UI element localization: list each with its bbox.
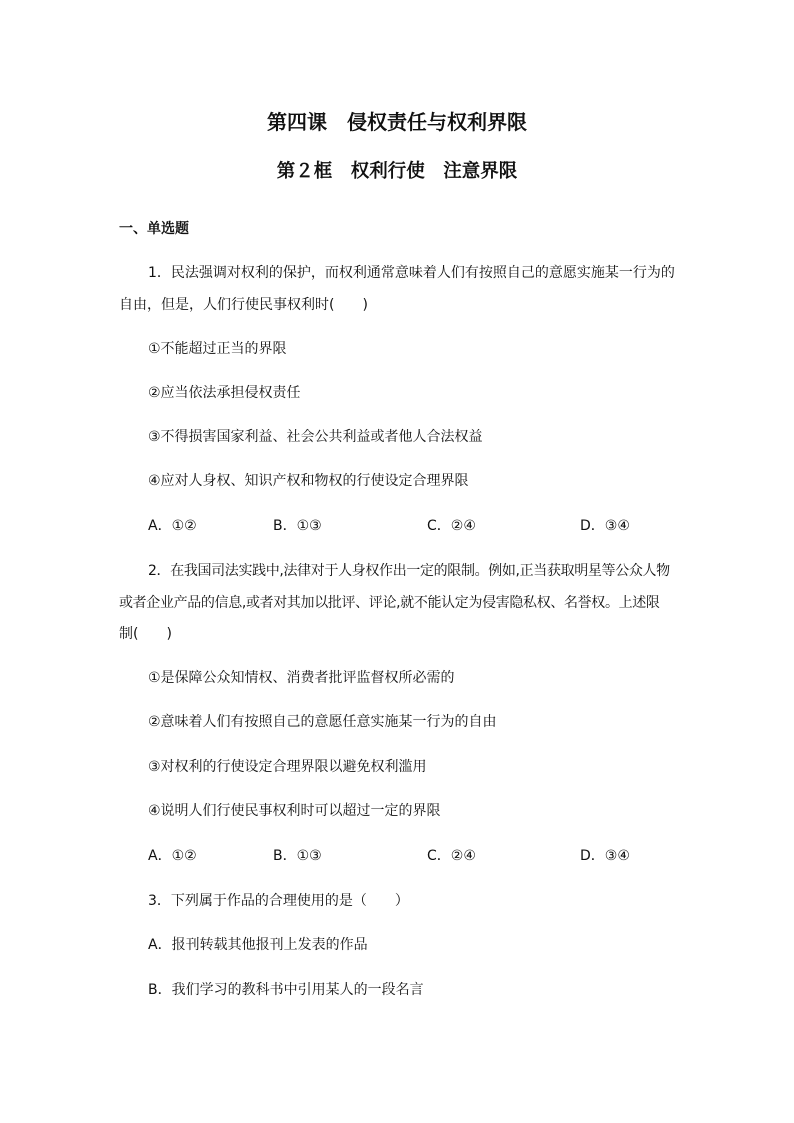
q1-option-d[interactable]: D．③④ [580,518,630,534]
q1-item-1: ①不能超过正当的界限 [148,341,287,357]
q3-stem: 3．下列属于作品的合理使用的是（ ） [148,893,409,909]
q1-item-2: ②应当依法承担侵权责任 [148,385,301,401]
q2-options [148,846,708,866]
section-title: 第２框 权利行使 注意界限 [276,161,518,182]
q3-option-a[interactable]: A．报刊转载其他报刊上发表的作品 [148,937,368,953]
q1-item-3: ③不得损害国家利益、社会公共利益或者他人合法权益 [148,429,483,445]
lesson-title: 第四课 侵权责任与权利界限 [267,110,527,134]
q1-option-b[interactable]: B．①③ [273,518,322,534]
q2-stem-line-3: 制( ) [119,626,172,642]
q2-option-d[interactable]: D．③④ [580,848,630,864]
q2-stem-line-1: 2．在我国司法实践中,法律对于人身权作出一定的限制。例如,正当获取明星等公众人物 [148,563,670,579]
q1-stem-line-1: 1．民法强调对权利的保护，而权利通常意味着人们有按照自己的意愿实施某一行为的 [148,265,675,281]
q2-option-b[interactable]: B．①③ [273,848,322,864]
q2-item-2: ②意味着人们有按照自己的意愿任意实施某一行为的自由 [148,714,497,730]
q2-option-c[interactable]: C．②④ [427,848,476,864]
q2-item-4: ④说明人们行使民事权利时可以超过一定的界限 [148,803,441,819]
q2-stem-line-2: 或者企业产品的信息,或者对其加以批评、评论,就不能认定为侵害隐私权、名誉权。上述限 [119,595,660,611]
section-heading: 一、单选题 [119,221,189,237]
q1-option-a[interactable]: A．①② [148,518,197,534]
q1-stem-line-2: 自由，但是，人们行使民事权利时( ) [119,297,368,313]
q2-item-1: ①是保障公众知情权、消费者批评监督权所必需的 [148,670,455,686]
q1-item-4: ④应对人身权、知识产权和物权的行使设定合理界限 [148,473,469,489]
q2-item-3: ③对权利的行使设定合理界限以避免权利滥用 [148,759,427,775]
q3-option-b[interactable]: B．我们学习的教科书中引用某人的一段名言 [148,982,424,998]
q2-option-a[interactable]: A．①② [148,848,197,864]
q1-options [148,516,708,536]
q1-option-c[interactable]: C．②④ [427,518,476,534]
